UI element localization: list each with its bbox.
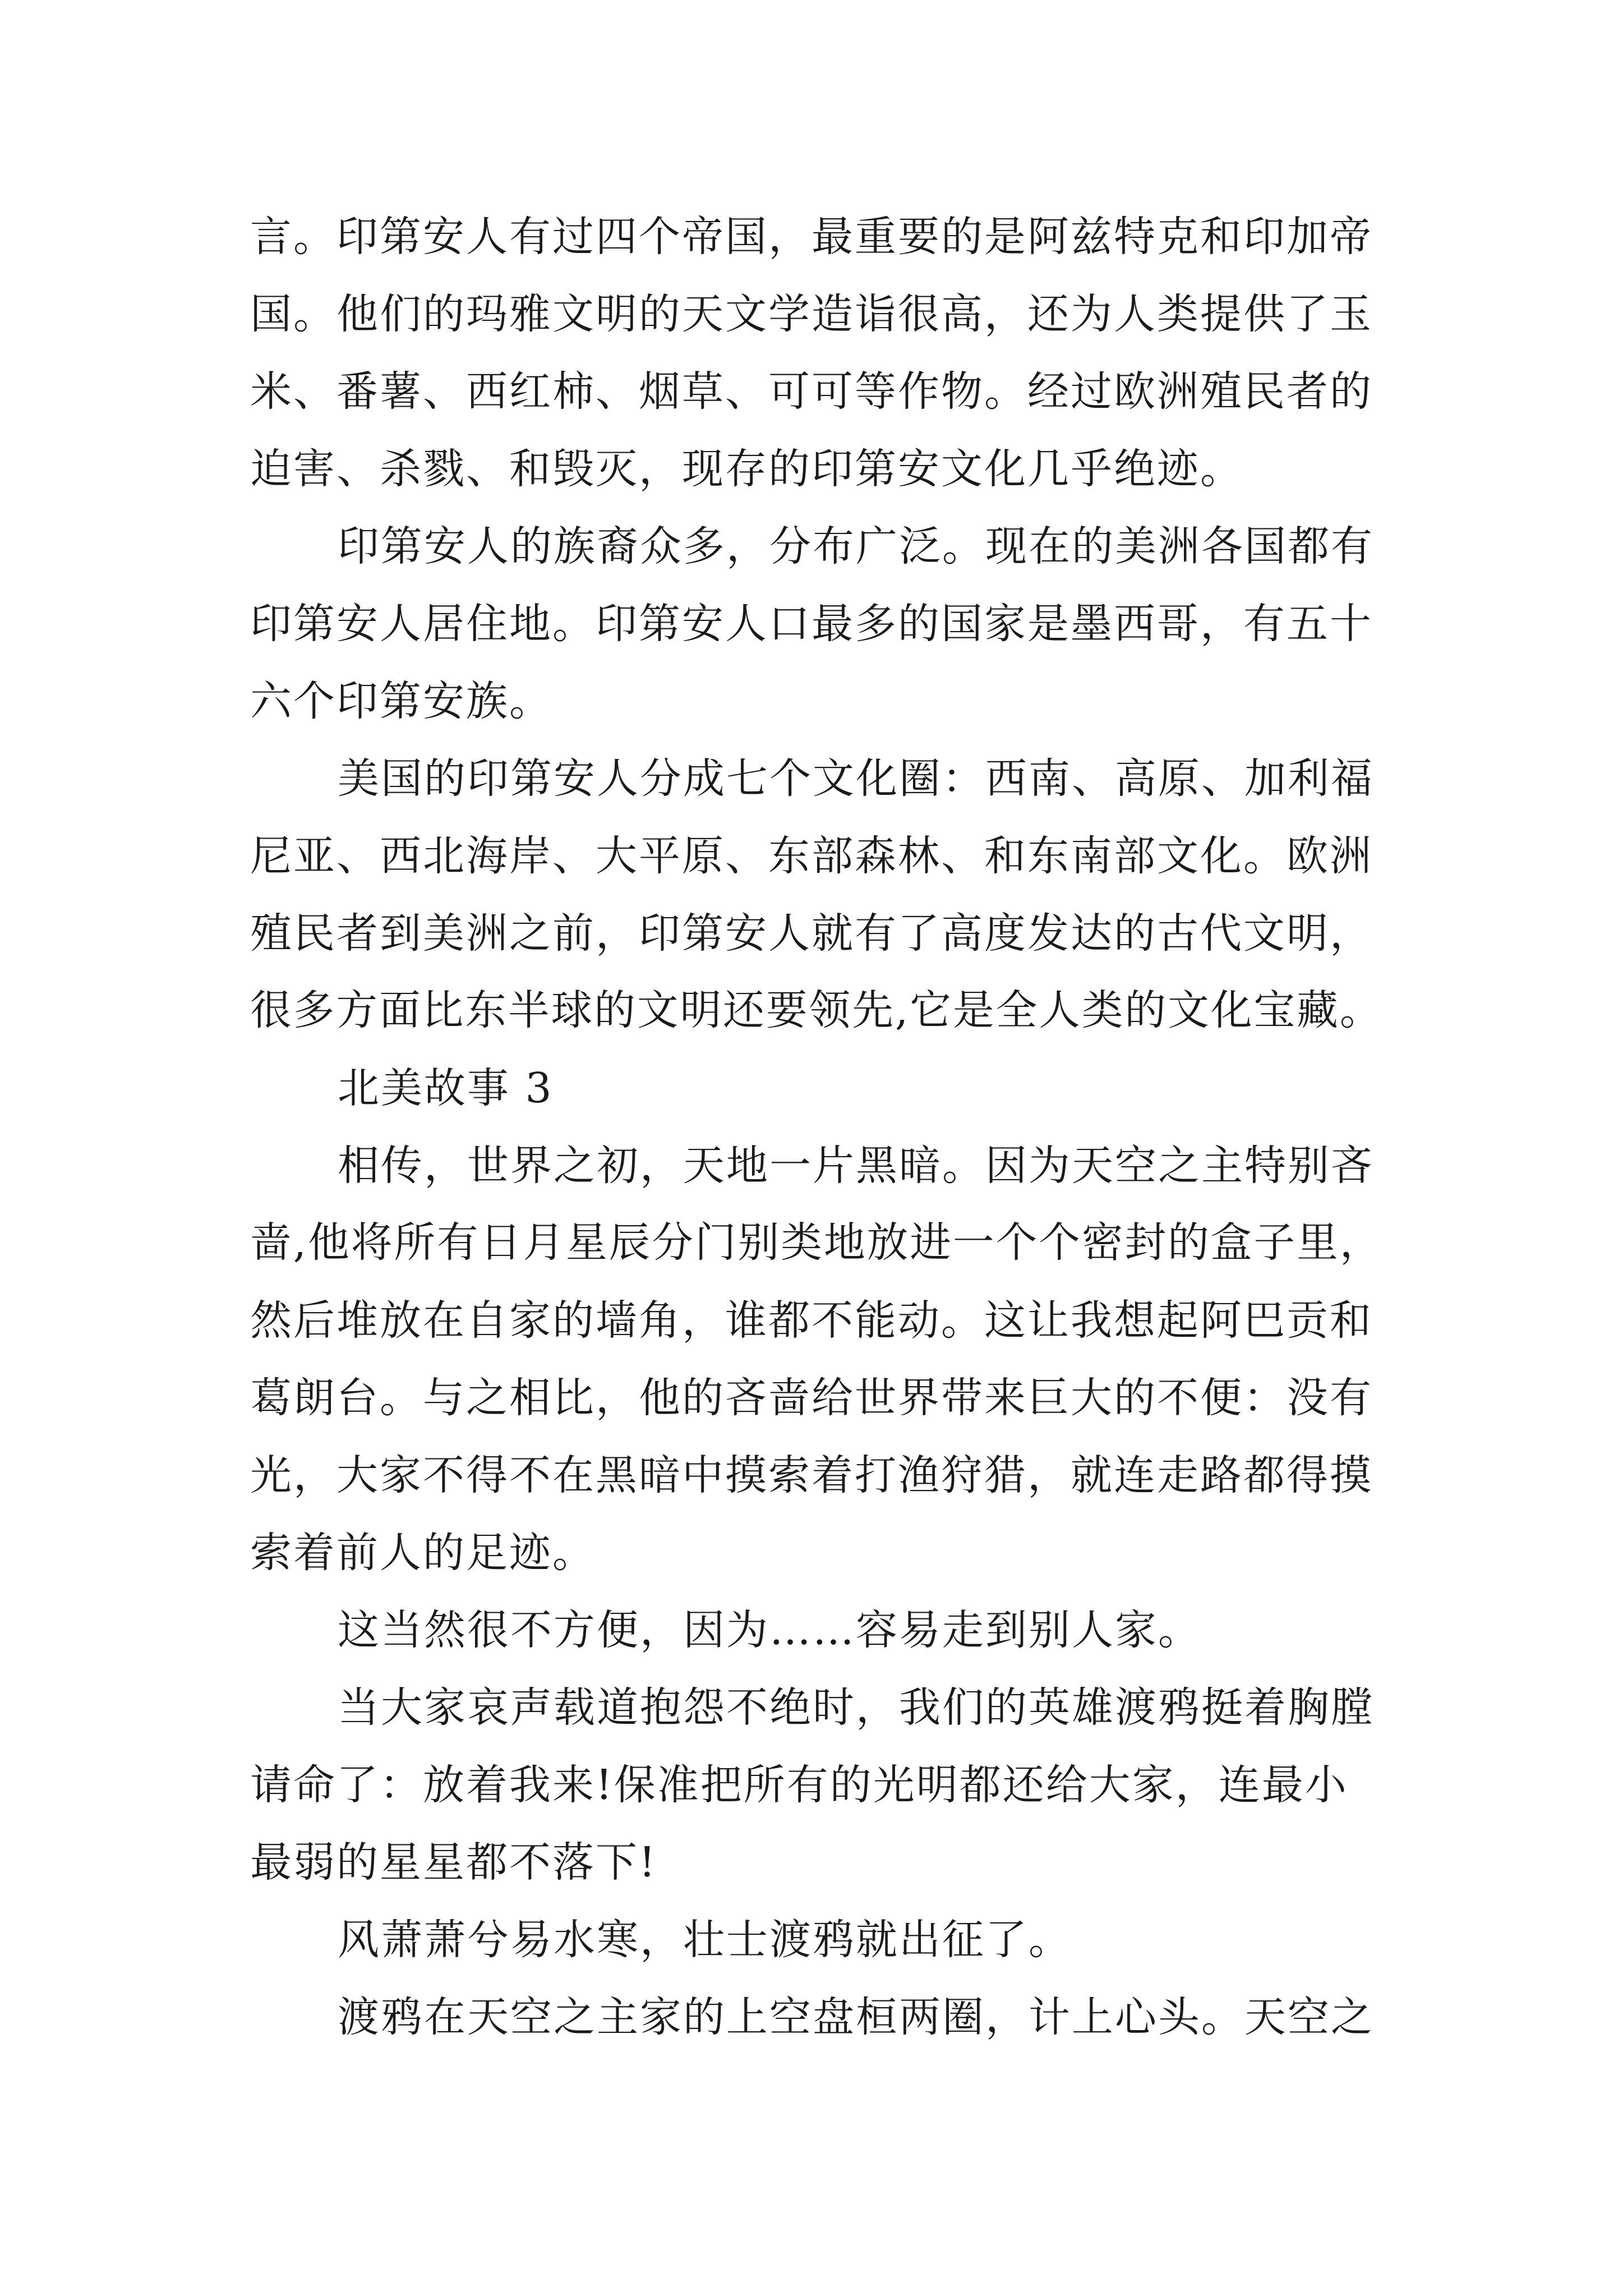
paragraph-start-line: 风萧萧兮易水寒，壮士渡鸦就出征了。 [338, 1916, 1072, 1964]
text-line-7: 六个印第安族。 [250, 677, 552, 725]
text-line-21: 请命了：放着我来!保准把所有的光明都还给大家，连最小 [250, 1761, 1348, 1809]
section-heading: 北美故事 3 [338, 1064, 554, 1112]
text-line-4: 迫害、杀戮、和毁灭，现存的印第安文化几乎绝迹。 [250, 445, 1243, 493]
text-line-22: 最弱的星星都不落下! [250, 1838, 657, 1887]
text-line-17: 光，大家不得不在黑暗中摸索着打渔狩猎，就连走路都得摸 [250, 1451, 1373, 1499]
text-line-11: 很多方面比东半球的文明还要领先,它是全人类的文化宝藏。 [250, 987, 1383, 1034]
text-line-6: 印第安人居住地。印第安人口最多的国家是墨西哥，有五十 [250, 600, 1373, 648]
paragraph-start-line: 这当然很不方便，因为……容易走到别人家。 [338, 1606, 1201, 1654]
paragraph-start-line: 相传，世界之初，天地一片黑暗。因为天空之主特别吝 [338, 1142, 1374, 1190]
text-line-14: 啬,他将所有日月星辰分门别类地放进一个个密封的盒子里， [250, 1219, 1383, 1267]
paragraph-start-line: 当大家哀声载道抱怨不绝时，我们的英雄渡鸦挺着胸膛 [338, 1683, 1374, 1732]
text-line-9: 尼亚、西北海岸、大平原、东部森林、和东南部文化。欧洲 [250, 832, 1373, 880]
text-line-16: 葛朗台。与之相比，他的吝啬给世界带来巨大的不便：没有 [250, 1374, 1373, 1422]
text-line-15: 然后堆放在自家的墙角，谁都不能动。这让我想起阿巴贡和 [250, 1296, 1373, 1345]
paragraph-start-line: 渡鸦在天空之主家的上空盘桓两圈，计上心头。天空之 [338, 1993, 1374, 2041]
text-line-3: 米、番薯、西红柿、烟草、可可等作物。经过欧洲殖民者的 [250, 367, 1373, 416]
text-line-2: 国。他们的玛雅文明的天文学造诣很高，还为人类提供了玉 [250, 290, 1373, 338]
paragraph-start-line: 美国的印第安人分成七个文化圈：西南、高原、加利福 [338, 754, 1374, 803]
text-line-18: 索着前人的足迹。 [250, 1529, 596, 1577]
text-line-1: 言。印第安人有过四个帝国，最重要的是阿兹特克和印加帝 [250, 213, 1373, 261]
text-line-10: 殖民者到美洲之前，印第安人就有了高度发达的古代文明， [250, 909, 1373, 958]
paragraph-start-line: 印第安人的族裔众多，分布广泛。现在的美洲各国都有 [338, 522, 1374, 570]
